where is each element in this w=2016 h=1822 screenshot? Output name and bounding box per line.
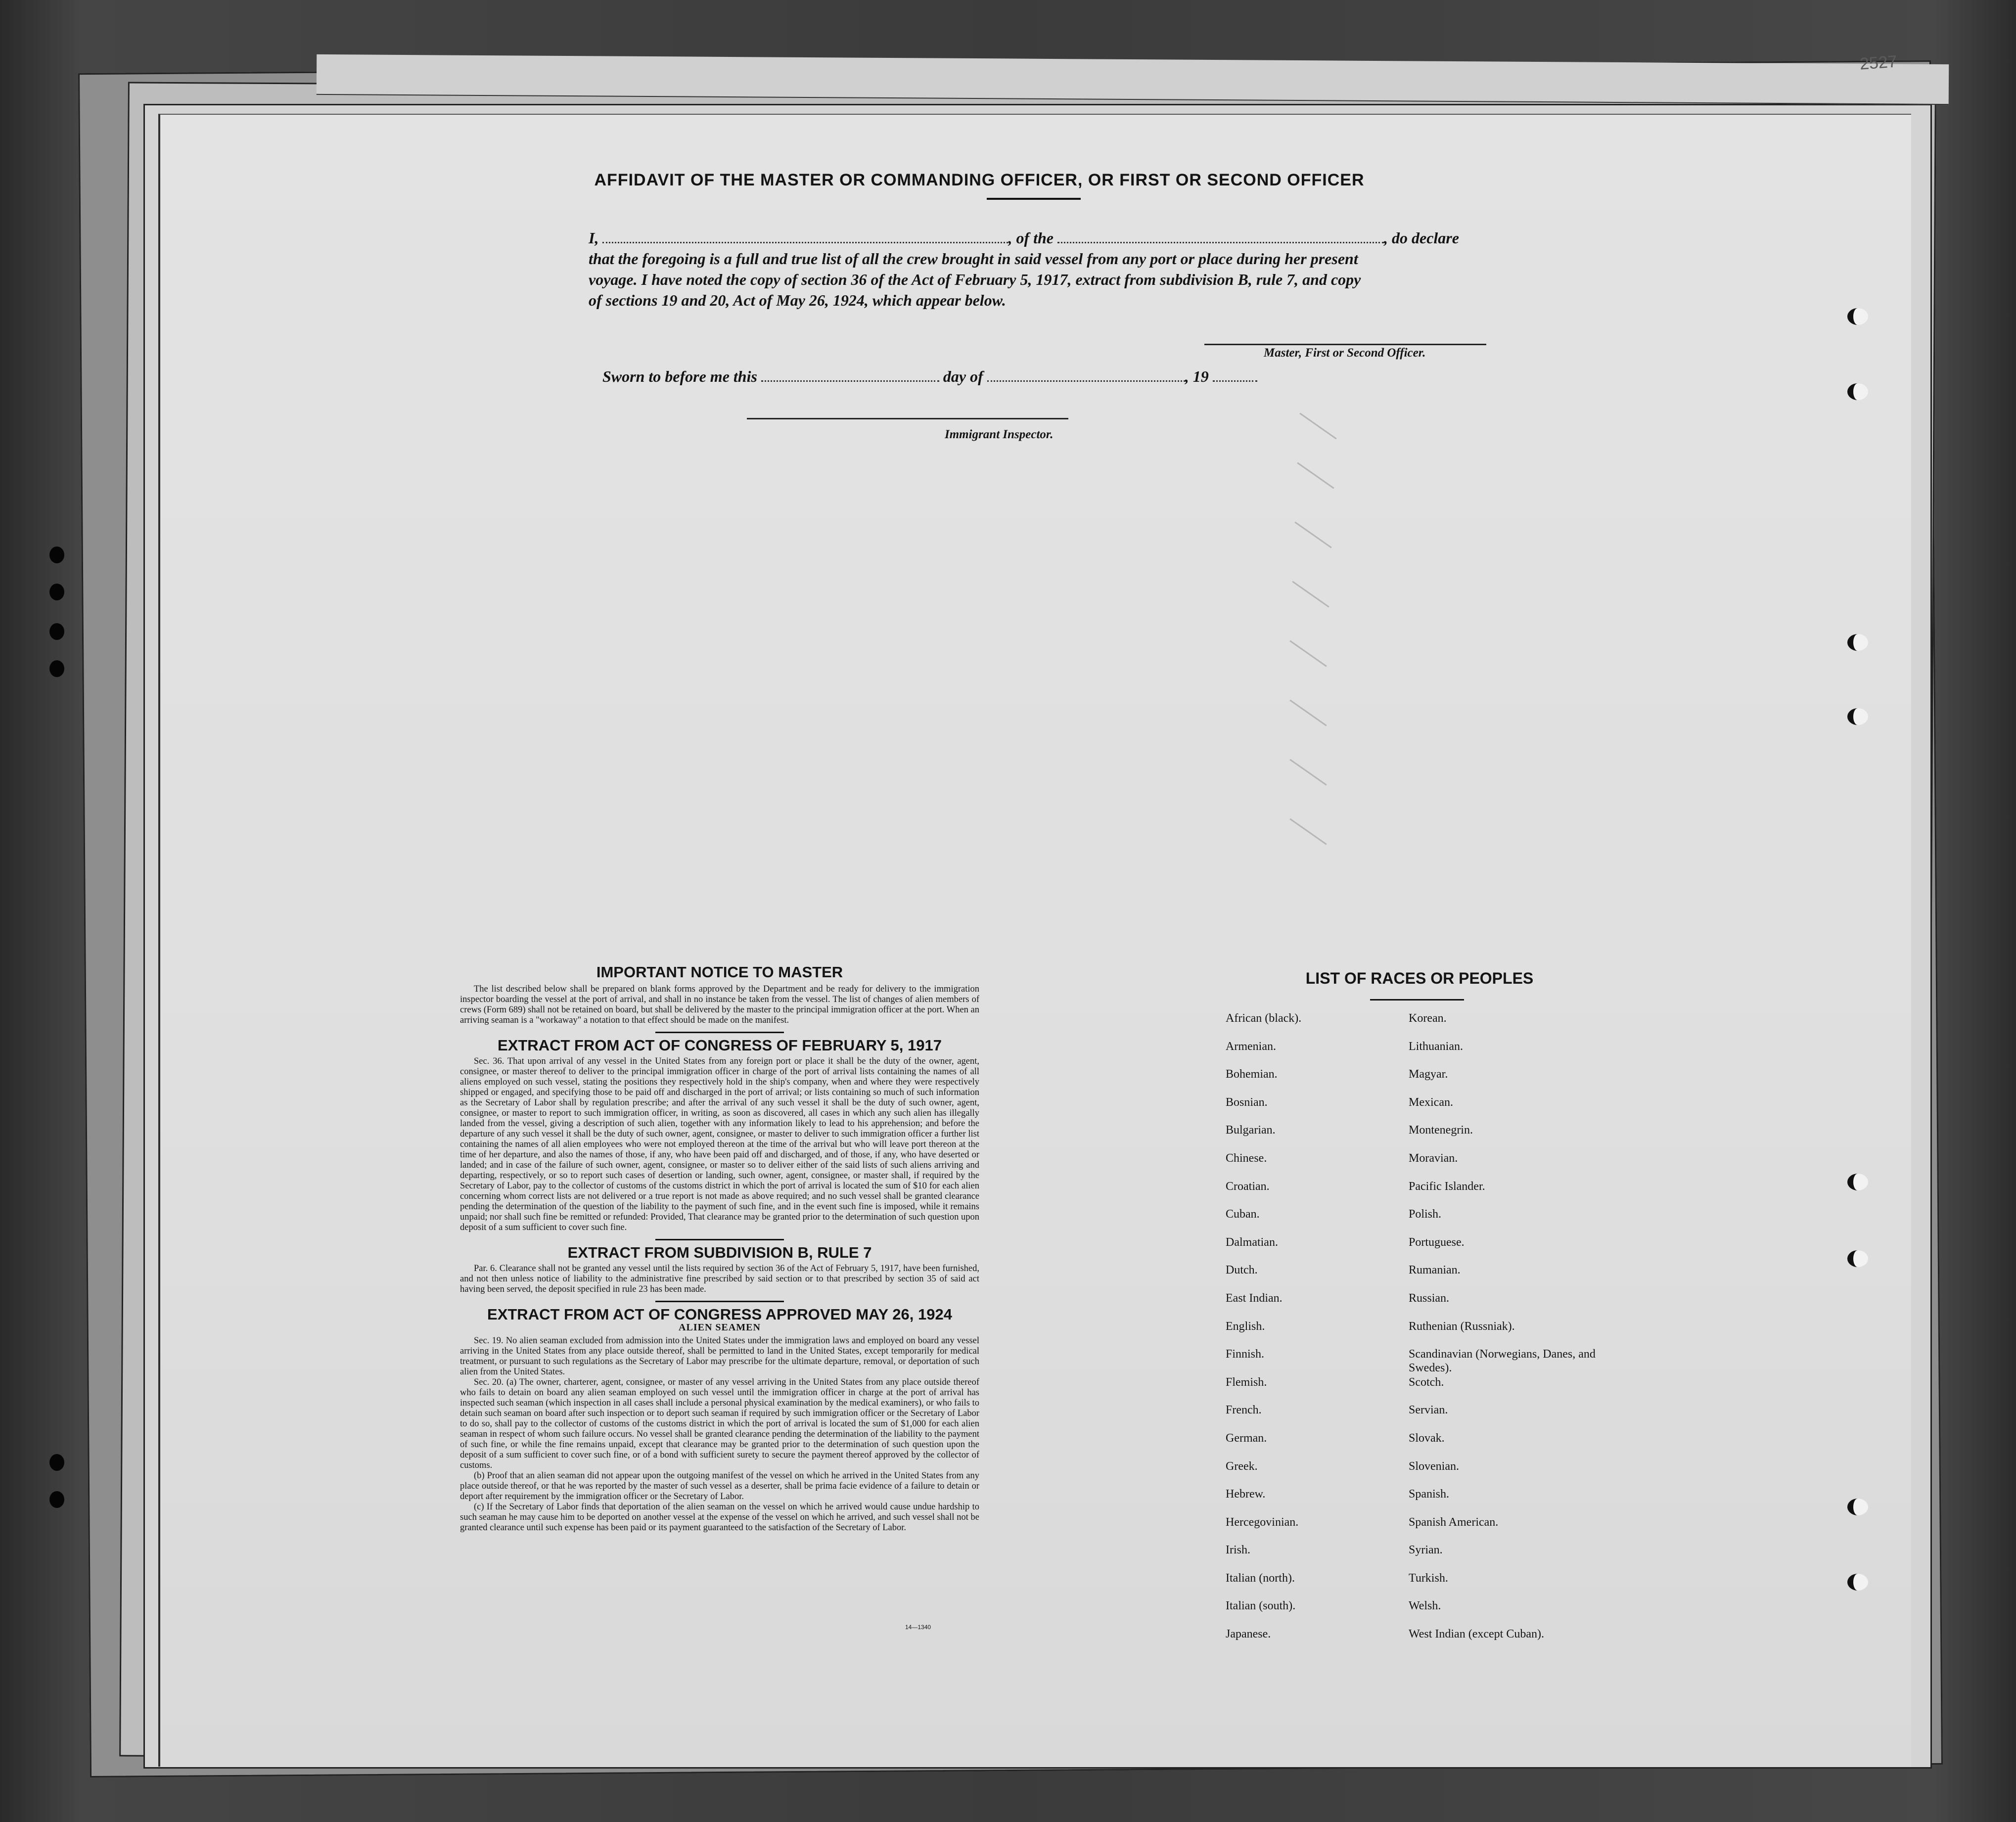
sworn-month-field[interactable] — [987, 367, 1185, 382]
race-row — [1226, 1347, 1641, 1375]
sworn-year-field[interactable] — [1213, 367, 1257, 382]
extract1-body: Sec. 36. That upon arrival of any vessel in the United States from any foreign port or place it shall be the duty of the owner, agent, consignee, or master thereof to deliver to the principal immigration officer in charge of the port of arrival lists containing the names of all aliens employed on such vessel, stating the positions they respectively hold in the ship's company, when and where they were respectively shipped or engaged, and specifying those to be paid off and discharged in the port of arrival; or lists containing so much of such information as the Secretary of Labor shall by regulation prescribe; and after the arrival of any such vessel it shall be the duty of such owner, agent, consignee, or master to report to such immigration officer, in writing, as soon as discovered, all cases in which any such alien has illegally landed from the vessel, giving a description of such alien, together with any information likely to lead to his apprehension; and before the departure of any such vessel it shall be the duty of such owner, agent, consignee, or master to deliver to such immigration officer a further list containing the names of all alien employees who were not employed thereon at the time of the arrival but who will leave port thereon at the time of her departure, and also the names of those, if any, who have been paid off and discharged, and of those, if any, who have deserted or landed; and in case of the failure of such owner, agent, consignee, or master so to deliver either of the said lists of such aliens arriving and departing, respectively, or so to report such cases of desertion or landing, such owner, agent, consignee, or master shall, if required by the Secretary of Labor, pay to the collector of customs of the customs district in which the port of arrival is located the sum of $10 for each alien concerning whom correct lists are not delivered or a true report is not made as above required; and no such vessel shall be granted clearance pending the determination of the question of the liability to the payment of such fine, and in the event such fine is imposed, while it remains unpaid; nor shall such fine be remitted or refunded: Provided, That clearance may be granted prior to the determination of such question upon deposit of a sum sufficient to cover such fine. — [460, 1056, 979, 1232]
page-number-stamp: 2527 — [1859, 52, 1898, 74]
affidavit-text — [589, 228, 1518, 311]
race-item: Hebrew. — [1226, 1488, 1266, 1501]
vessel-field[interactable] — [1057, 229, 1384, 243]
race-row — [1226, 1627, 1641, 1655]
race-item: Montenegrin. — [1409, 1124, 1473, 1137]
binder-hole-icon — [49, 660, 64, 677]
race-item: Korean. — [1409, 1012, 1447, 1025]
race-row — [1226, 1040, 1641, 1068]
binder-hole-icon — [1847, 708, 1868, 725]
race-row — [1226, 1151, 1641, 1180]
race-row — [1226, 1207, 1641, 1235]
section-rule — [655, 1032, 784, 1033]
race-item: Cuban. — [1226, 1208, 1260, 1221]
affidavit-line-3: voyage. I have noted the copy of section 36 of the Act of February 5, 1917, extract from subdivision B, rule 7, and copy — [589, 271, 1361, 288]
binder-hole-icon — [1847, 1574, 1868, 1591]
name-field[interactable] — [602, 229, 1008, 243]
race-row — [1226, 1235, 1641, 1264]
race-item: Bohemian. — [1226, 1068, 1278, 1081]
binder-holes-left — [49, 0, 79, 1822]
binder-hole-icon — [1847, 1174, 1868, 1190]
extract3-sec20b: (b) Proof that an alien seaman did not appear upon the outgoing manifest of the vessel on which he arrived in the United States from any place outside thereof, or that he was reported by the master of such vessel as a deserter, shall be prima facie evidence of a failure to detain or deport after requirement by the immigration officer or the Secretary of Labor. — [460, 1471, 979, 1502]
binder-hole-icon — [49, 584, 64, 600]
race-item: Armenian. — [1226, 1040, 1276, 1053]
race-row — [1226, 1403, 1641, 1431]
race-item: Scotch. — [1409, 1375, 1444, 1389]
race-item: Magyar. — [1409, 1068, 1448, 1081]
race-item: Spanish. — [1409, 1488, 1450, 1501]
affidavit-line-1: I, , of the , do declare — [589, 229, 1459, 247]
race-row — [1226, 1599, 1641, 1627]
race-row — [1226, 1320, 1641, 1348]
race-item: Welsh. — [1409, 1599, 1441, 1613]
notice-title: IMPORTANT NOTICE TO MASTER — [596, 963, 843, 981]
binder-hole-icon — [49, 623, 64, 640]
affidavit-line-2: that the foregoing is a full and true list of all the crew brought in said vessel from any port or place during her present — [589, 250, 1358, 268]
race-item: Lithuanian. — [1409, 1040, 1463, 1053]
race-item: Bosnian. — [1226, 1095, 1268, 1109]
race-item: French. — [1226, 1404, 1262, 1417]
race-row — [1226, 1011, 1641, 1040]
extract2-body: Par. 6. Clearance shall not be granted any vessel until the lists required by section 36 of the Act of February 5, 1917, have been furnished, and not then unless notice of liability to the administrative fine prescribed by said section or to that prescribed by section 35 of said act having been served, the deposit specified in rule 23 has been made. — [460, 1264, 979, 1294]
race-item: Polish. — [1409, 1208, 1442, 1221]
master-signature-line[interactable] — [1204, 344, 1486, 345]
race-item: Bulgarian. — [1226, 1124, 1276, 1137]
extract3-subtitle: ALIEN SEAMEN — [679, 1322, 761, 1333]
race-item: Syrian. — [1409, 1544, 1443, 1557]
notice-body: The list described below shall be prepared on blank forms approved by the Department and be ready for delivery to the immigration inspector boarding the vessel at the port of arrival, and shall in no instance be taken from the vessel. The list of changes of alien members of crews (Form 689) shall not be retained on board, but shall be delivered by the master to the principal immigration officer at the port. When an arriving seaman is a "workaway" a notation to that effect should be made on the manifest. — [460, 984, 979, 1025]
binder-hole-icon — [1847, 1250, 1868, 1267]
race-row — [1226, 1571, 1641, 1599]
scan-streaks — [1286, 406, 1385, 900]
race-row — [1226, 1180, 1641, 1208]
race-row — [1226, 1123, 1641, 1151]
race-row — [1226, 1263, 1641, 1291]
race-row — [1226, 1515, 1641, 1544]
race-item: Portuguese. — [1409, 1235, 1465, 1249]
race-item: Mexican. — [1409, 1095, 1453, 1109]
race-item: Japanese. — [1226, 1628, 1271, 1641]
race-item: Italian (south). — [1226, 1599, 1296, 1613]
race-row — [1226, 1543, 1641, 1571]
manifest-page — [158, 114, 1911, 1767]
extract3-sec20a: Sec. 20. (a) The owner, charterer, agent, consignee, or master of any vessel arriving in the United States from any place outside thereof who fails to detain on board any alien seaman employed on such vessel until the immigration officer in charge at the port of arrival has inspected such seaman (which inspection in all cases shall include a personal physical examination by the medical examiners), or who fails to detain such seaman on board after such inspection or to deport such seaman if required by such immigration officer or the Secretary of Labor to do so, shall pay to the collector of customs of the customs district in which the port of arrival is located the sum of $1,000 for each alien seaman in respect of whom such failure occurs. No vessel shall be granted clearance pending the determination of the liability to the payment of such fine, or while the fine remains unpaid, except that clearance may be granted prior to the determination of such question upon the deposit of a sum sufficient to cover such fine, or of a bond with sufficient surety to secure the payment thereof approved by the collector of customs. — [460, 1377, 979, 1470]
race-row — [1226, 1487, 1641, 1515]
race-item: Slovak. — [1409, 1431, 1445, 1445]
race-row — [1226, 1431, 1641, 1459]
race-item: African (black). — [1226, 1012, 1302, 1025]
race-row — [1226, 1095, 1641, 1124]
race-item: Pacific Islander. — [1409, 1180, 1485, 1193]
race-item: East Indian. — [1226, 1291, 1283, 1305]
section-rule — [655, 1301, 784, 1302]
binder-hole-icon — [1847, 1499, 1868, 1515]
race-item: German. — [1226, 1431, 1267, 1445]
binder-hole-icon — [49, 1491, 64, 1508]
binder-hole-icon — [49, 1454, 64, 1471]
race-row — [1226, 1375, 1641, 1404]
binder-hole-icon — [49, 547, 64, 563]
race-item: Moravian. — [1409, 1151, 1458, 1165]
notice-column — [460, 963, 979, 1533]
races-title: LIST OF RACES OR PEOPLES — [1305, 969, 1534, 987]
race-item: Finnish. — [1226, 1348, 1265, 1361]
race-item: Turkish. — [1409, 1571, 1448, 1585]
race-item: Dutch. — [1226, 1264, 1258, 1277]
race-item: Hercegovinian. — [1226, 1515, 1299, 1529]
race-item: English. — [1226, 1320, 1265, 1333]
form-number: 14—1340 — [905, 1624, 931, 1631]
race-row — [1226, 1067, 1641, 1095]
race-row — [1226, 1291, 1641, 1320]
affidavit-title: AFFIDAVIT OF THE MASTER OR COMMANDING OFFICER, OR FIRST OR SECOND OFFICER — [594, 171, 1365, 189]
affidavit-line-4: of sections 19 and 20, Act of May 26, 1924, which appear below. — [589, 291, 1006, 309]
races-list — [1226, 1011, 1641, 1655]
race-item: Scandinavian (Norwegians, Danes, and Swedes). — [1409, 1348, 1596, 1375]
race-row — [1226, 1459, 1641, 1488]
title-rule — [987, 198, 1081, 200]
extract3-sec19: Sec. 19. No alien seaman excluded from admission into the United States under the immigration laws and employed on board any vessel arriving in the United States from any place outside thereof, shall be permitted to land in the United States, except temporarily for medical treatment, or pursuant to such regulations as the Secretary of Labor may prescribe for the ultimate departure, removal, or deportation of such alien from the United States. — [460, 1336, 979, 1377]
race-item: Greek. — [1226, 1459, 1258, 1473]
inspector-caption: Immigrant Inspector. — [945, 428, 1054, 441]
race-item: Irish. — [1226, 1544, 1250, 1557]
race-item: Servian. — [1409, 1404, 1448, 1417]
master-caption: Master, First or Second Officer. — [1264, 346, 1426, 360]
extract1-title: EXTRACT FROM ACT OF CONGRESS OF FEBRUARY 5, 1917 — [498, 1037, 942, 1054]
binder-hole-icon — [1847, 383, 1868, 400]
inspector-signature-line[interactable] — [747, 418, 1068, 419]
race-item: Ruthenian (Russniak). — [1409, 1320, 1515, 1333]
race-item: Croatian. — [1226, 1180, 1270, 1193]
race-item: Dalmatian. — [1226, 1235, 1278, 1249]
race-item: Italian (north). — [1226, 1571, 1295, 1585]
extract3-title: EXTRACT FROM ACT OF CONGRESS APPROVED MAY 26, 1924 — [487, 1306, 952, 1323]
section-rule — [655, 1239, 784, 1240]
sworn-day-field[interactable] — [761, 367, 939, 382]
binder-hole-icon — [1847, 634, 1868, 651]
race-item: Russian. — [1409, 1291, 1450, 1305]
sworn-line: Sworn to before me this day of , 19 — [602, 366, 1532, 387]
races-title-rule — [1370, 999, 1464, 1001]
race-item: Slovenian. — [1409, 1459, 1459, 1473]
race-item: Chinese. — [1226, 1151, 1267, 1165]
binder-hole-icon — [1847, 308, 1868, 325]
extract3-sec20c: (c) If the Secretary of Labor finds that deportation of the alien seaman on the vessel on which he arrived would cause undue hardship to such seaman he may cause him to be deported on another vessel at the expense of the vessel on which he arrived, and such vessel shall not be granted clearance until such expense has been paid or its payment guaranteed to the satisfaction of the Secretary of Labor. — [460, 1502, 979, 1533]
race-item: Spanish American. — [1409, 1515, 1499, 1529]
race-item: Rumanian. — [1409, 1264, 1461, 1277]
race-item: West Indian (except Cuban). — [1409, 1628, 1544, 1641]
extract2-title: EXTRACT FROM SUBDIVISION B, RULE 7 — [567, 1244, 872, 1261]
race-item: Flemish. — [1226, 1375, 1267, 1389]
